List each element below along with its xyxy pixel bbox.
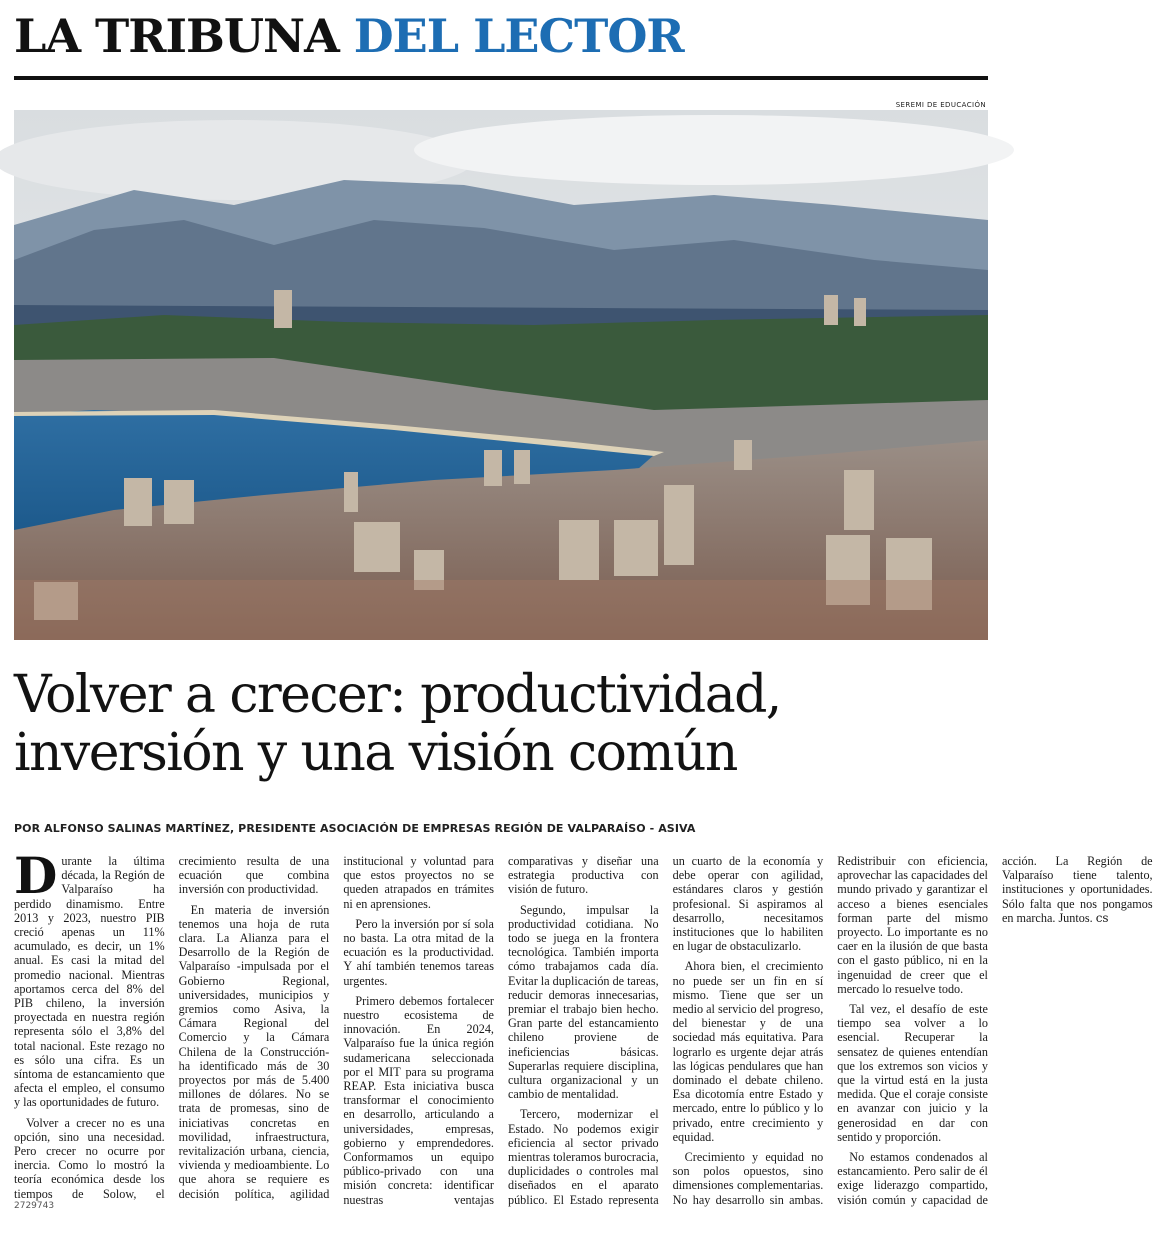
drop-cap: D — [14, 846, 58, 905]
article-photo — [14, 110, 988, 640]
article-paragraph — [14, 846, 165, 1110]
masthead-rule — [14, 76, 988, 80]
end-mark-icon: cs — [1095, 910, 1109, 925]
headline — [14, 666, 994, 782]
masthead-section: DEL LECTOR — [353, 9, 684, 63]
paragraph-text: urante la última década, la Región de Valparaíso ha perdido dinamismo. Entre 2013 y 2023, nuestro PIB creció apenas un 11% acumulado, es decir, un 1% anual. Es casi la mitad del promedio nacional. Mientras aportamos cerca del 8% del PIB chileno, la inversión proyectada en nuestra región representa sólo el 3,8% del total nacional. Este rezago no es sólo una cifra. Es un síntoma de estancamiento que afecta el empleo, el consumo y las oportunidades de futuro. — [14, 854, 165, 1110]
article-paragraph: Tal vez, el desafío de este tiempo sea volver a lo esencial. Recuperar la sensatez de quienes entendían que los extremos son vicios y que la virtud está en la justa medida. Que el coraje consiste en avanzar con juicio y la generosidad en dar con sentido y proporción. — [837, 1002, 988, 1144]
article-paragraph: Pero la inversión por sí sola no basta. La otra mitad de la ecuación es la productividad. Y ahí también tenemos tareas urgentes. — [343, 916, 494, 988]
paragraph-text: No estamos condenados al estancamiento. Pero salir de él exige liderazgo compartido, visión común y capacidad de acción. La Región de Valparaíso tiene talento, instituciones y oportunidades. Sólo falta que nos pongamos en marcha. Juntos. — [837, 854, 1153, 1207]
byline: POR ALFONSO SALINAS MARTÍNEZ, PRESIDENTE ASOCIACIÓN DE EMPRESAS REGIÓN DE VALPARAÍSO - ASIVA — [14, 822, 696, 835]
article-paragraph: Primero debemos fortalecer nuestro ecosistema de innovación. En 2024, Valparaíso fue la única región sudamericana seleccionada por el MIT para su programa REAP. Esta iniciativa busca transformar el conocimiento en desarrollo, articulando a universidades, empresas, gobierno y emprendedores. Conformamos un equipo público-privado con una misión concreta: identificar nuestras ventajas comparativas y diseñar una estrategia productiva con visión de futuro. — [343, 854, 659, 1207]
article-body — [14, 846, 1153, 1214]
article-paragraph: Segundo, impulsar la productividad cotidiana. No todo se juega en la frontera tecnológica. También importa cómo trabajamos cada día. Evitar la duplicación de tareas, reducir demoras innecesarias, premiar el trabajo bien hecho. Gran parte del estancamiento chileno proviene de ineficiencias básicas. Superarlas requiere disciplina, cultura organizacional y un cambio de mentalidad. — [507, 902, 659, 1102]
headline-line-1: Volver a crecer: productividad, — [14, 665, 781, 725]
masthead-title: LA TRIBUNA — [14, 9, 339, 63]
masthead — [14, 6, 684, 66]
article-paragraph: Ahora bien, el crecimiento no puede ser un fin en sí mismo. Tiene que ser un medio al servicio del progreso, del bienestar y de una sociedad más equitativa. Para lograrlo es urgente dejar atrás las lógicas pendulares que han dominado el debate chileno. Esa dicotomía entre Estado y mercado, entre lo público y lo privado, entre crecimiento y equidad. — [672, 959, 824, 1144]
headline-line-2: inversión y una visión común — [14, 723, 737, 783]
article-paragraph: Crecimiento y equidad no son polos opuestos, sino dimensiones complementarias. No hay desarrollo sin ambas. Redistribuir con eficiencia, aprovechar las capacidades del mundo privado y garantizar el acceso a bienes esenciales forman parte del mismo proyecto. Lo importante es no caer en la ilusión de que basta con el gasto público, ni en la ingenuidad de creer que el mercado lo resuelve todo. — [672, 854, 988, 1207]
article-paragraph: Volver a crecer no es una opción, sino una necesidad. Pero crecer no ocurre por inercia. Como lo mostró la teoría económica desde los tiempos de Solow, el crecimiento resulta de una ecuación que combina inversión con productividad. — [14, 854, 330, 1201]
page-code: 2729743 — [14, 1201, 55, 1211]
photo-credit: SEREMI DE EDUCACIÓN — [895, 101, 986, 109]
article-paragraph: Tercero, modernizar el Estado. No podemos exigir eficiencia al sector privado mientras toleramos burocracia, duplicidades o controles mal diseñados en el aparato público. El Estado representa un cuarto de la economía y debe operar con agilidad, estándares claros y gestión profesional. Si aspiramos al desarrollo, necesitamos instituciones que lo habiliten en lugar de obstaculizarlo. — [507, 854, 824, 1207]
article-paragraph: En materia de inversión tenemos una hoja de ruta clara. La Alianza para el Desarrollo de la Región de Valparaíso -impulsada por el Gobierno Regional, universidades, municipios y gremios como Asiva, la Cámara Regional del Comercio y la Cámara Chilena de la Construcción- ha identificado más de 30 proyectos por más de 5.400 millones de dólares. No se trata de promesas, sino de iniciativas concretas en movilidad, infraestructura, revitalización urbana, ciencia, vivienda y medioambiente. Lo que ahora se requiere es decisión política, agilidad institucional y voluntad para que estos proyectos no se queden atrapados en trámites ni en aprensiones. — [178, 854, 494, 1201]
